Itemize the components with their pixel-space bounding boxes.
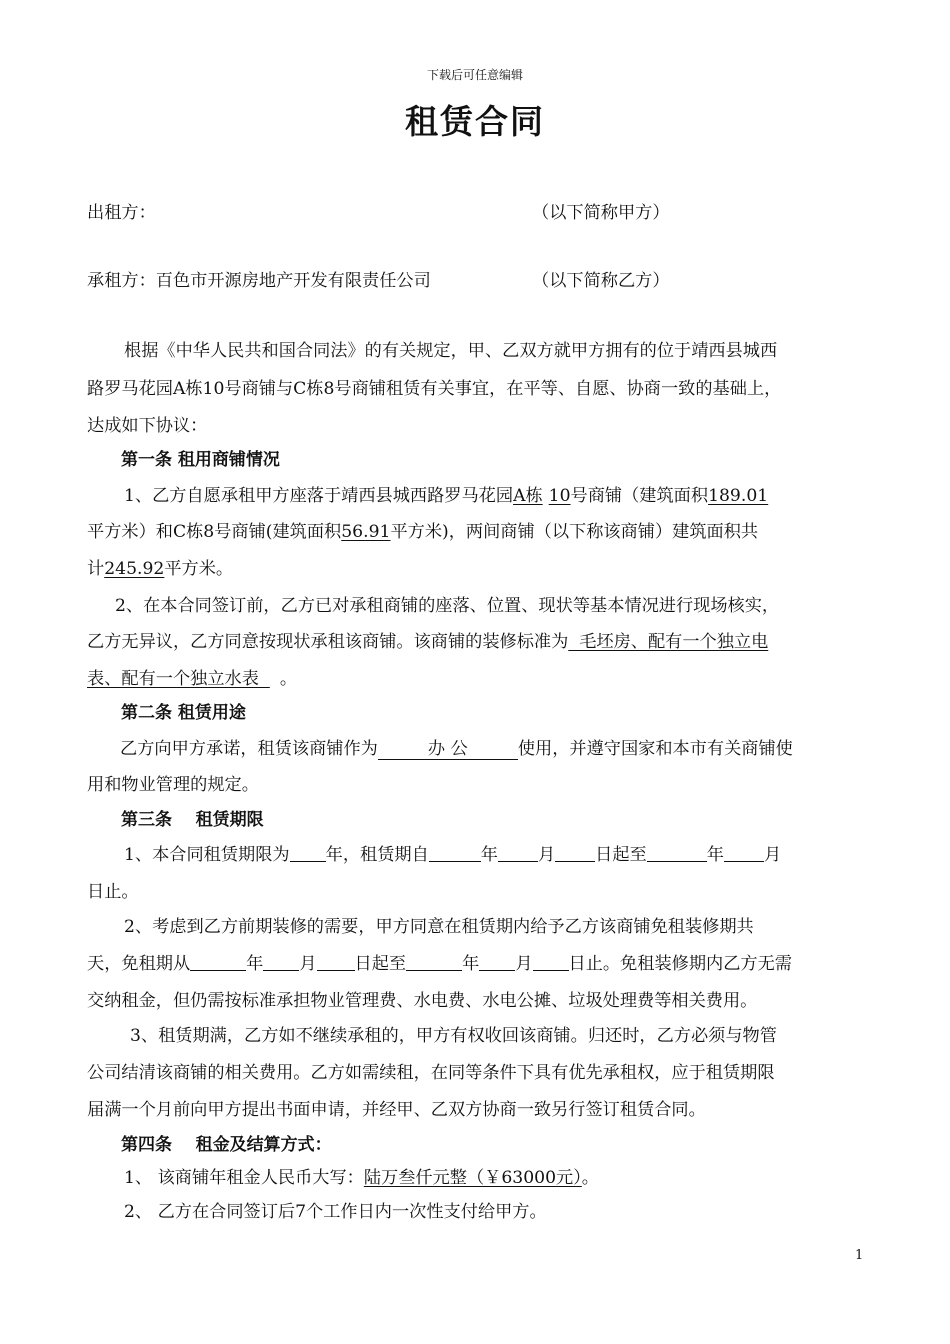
- text: 日起至: [354, 954, 407, 974]
- text: 天，免租期从: [87, 954, 191, 974]
- end-month-blank[interactable]: [724, 845, 764, 862]
- article-2-heading: 第二条 租赁用途: [121, 703, 246, 723]
- lessee-label: 承租方：: [87, 271, 156, 291]
- article-3-para-2-line-1: 2、考虑到乙方前期装修的需要，甲方同意在租赁期内给予乙方该商铺免租装修期共: [124, 917, 754, 937]
- header-note: 下载后可任意编辑: [426, 68, 523, 82]
- end-year-blank[interactable]: [647, 845, 707, 862]
- text: 月: [299, 954, 317, 974]
- text: 日起至: [595, 845, 647, 865]
- text: 年: [480, 845, 498, 865]
- article-1-para-1-line-2: [87, 517, 758, 542]
- total-area: 245.92: [104, 559, 165, 579]
- free-start-month-blank[interactable]: [263, 954, 299, 971]
- text: 月: [537, 845, 556, 865]
- article-2-line-1: [120, 734, 793, 760]
- text: 平方米）和C栋8号商铺(建筑面积: [87, 522, 342, 542]
- text: 月: [763, 845, 782, 865]
- text: 使用，并遵守国家和本市有关商铺使: [517, 739, 793, 759]
- free-end-year-blank[interactable]: [406, 954, 462, 971]
- article-3-heading: 第三条 租赁期限: [121, 810, 264, 830]
- use-field: [378, 734, 518, 760]
- text: 年，租赁期自: [325, 845, 429, 865]
- area-a: 189.01: [708, 486, 769, 506]
- article-1-para-2-line-3: [87, 664, 297, 689]
- free-end-month-blank[interactable]: [479, 954, 515, 971]
- page-number: 1: [855, 1248, 864, 1263]
- text: 号商铺（建筑面积: [570, 486, 709, 506]
- text: 乙方向甲方承诺，租赁该商铺作为: [120, 739, 378, 759]
- article-4-heading: 第四条 租金及结算方式：: [121, 1135, 332, 1155]
- start-month-blank[interactable]: [498, 845, 538, 862]
- text: 年: [706, 845, 724, 865]
- text: 计: [87, 559, 105, 579]
- preamble-line-2: 路罗马花园A栋10号商铺与C栋8号商铺租赁有关事宜，在平等、自愿、协商一致的基础上，: [87, 379, 782, 399]
- article-1-para-2-line-1: 2、在本合同签订前，乙方已对承租商铺的座落、位置、现状等基本情况进行现场核实，: [115, 596, 780, 616]
- text: 。: [581, 1168, 599, 1188]
- article-2-line-2: 用和物业管理的规定。: [87, 775, 259, 795]
- term-years-blank[interactable]: [290, 845, 326, 862]
- lessee-alias: （以下简称乙方）: [532, 271, 670, 291]
- article-3-para-2-line-2: [87, 949, 792, 974]
- lessee-row: [87, 266, 431, 291]
- text: 年: [246, 954, 264, 974]
- unit-a: 10: [548, 486, 571, 506]
- article-3-para-2-line-3: 交纳租金，但仍需按标准承担物业管理费、水电费、水电公摊、垃圾处理费等相关费用。: [87, 991, 758, 1011]
- decoration-standard-1: 毛坯房、配有一个独立电: [568, 632, 769, 652]
- article-4-para-1: [124, 1163, 599, 1188]
- text: 日止。免租装修期内乙方无需: [568, 954, 792, 974]
- article-3-para-1-line-1: [124, 840, 781, 865]
- text: 平方米)，两间商铺（以下称该商铺）建筑面积共: [390, 522, 759, 542]
- lessee-value: 百色市开源房地产开发有限责任公司: [155, 271, 431, 291]
- lessor-alias: （以下简称甲方）: [532, 203, 670, 223]
- text: 1、 该商铺年租金人民币大写：: [124, 1168, 364, 1188]
- lessor-row: [87, 198, 156, 223]
- lessor-label: 出租方：: [87, 203, 156, 223]
- text: 1、乙方自愿承租甲方座落于靖西县城西路罗马花园: [124, 486, 514, 506]
- document-title: 租赁合同: [405, 102, 545, 141]
- article-3-para-1-line-2: 日止。: [87, 882, 139, 902]
- use-value: 办 公: [427, 739, 468, 759]
- article-3-para-3-line-3: 届满一个月前向甲方提出书面申请，并经甲、乙双方协商一致另行签订租赁合同。: [87, 1100, 706, 1120]
- text: 。: [279, 669, 298, 689]
- article-3-para-3-line-2: 公司结清该商铺的相关费用。乙方如需续租，在同等条件下具有优先承租权，应于租赁期限: [87, 1063, 775, 1083]
- decoration-standard-2: 表、配有一个独立水表: [87, 669, 270, 689]
- free-start-year-blank[interactable]: [190, 954, 246, 971]
- preamble-line-1: 根据《中华人民共和国合同法》的有关规定，甲、乙双方就甲方拥有的位于靖西县城西: [124, 341, 778, 361]
- article-1-para-1-line-1: [124, 481, 768, 506]
- preamble-line-3: 达成如下协议：: [87, 416, 208, 436]
- text: 平方米。: [164, 559, 234, 579]
- text: 1、本合同租赁期限为: [124, 845, 290, 865]
- article-1-para-2-line-2: [87, 627, 768, 652]
- text: 乙方无异议，乙方同意按现状承租该商铺。该商铺的装修标准为: [87, 632, 569, 652]
- article-1-heading: 第一条 租用商铺情况: [121, 450, 280, 470]
- start-day-blank[interactable]: [555, 845, 595, 862]
- free-end-day-blank[interactable]: [533, 954, 569, 971]
- area-c: 56.91: [341, 522, 391, 542]
- text: 年: [462, 954, 480, 974]
- article-4-para-2: 2、 乙方在合同签订后7个工作日内一次性支付给甲方。: [124, 1202, 547, 1222]
- free-start-day-blank[interactable]: [317, 954, 355, 971]
- text: 月: [515, 954, 533, 974]
- building-a: A栋: [513, 486, 543, 506]
- annual-rent-amount: 陆万叁仟元整（￥63000元）: [363, 1168, 582, 1188]
- article-3-para-3-line-1: 3、租赁期满，乙方如不继续承租的，甲方有权收回该商铺。归还时，乙方必须与物管: [130, 1026, 777, 1046]
- article-1-para-1-line-3: [87, 554, 233, 579]
- start-year-blank[interactable]: [429, 845, 481, 862]
